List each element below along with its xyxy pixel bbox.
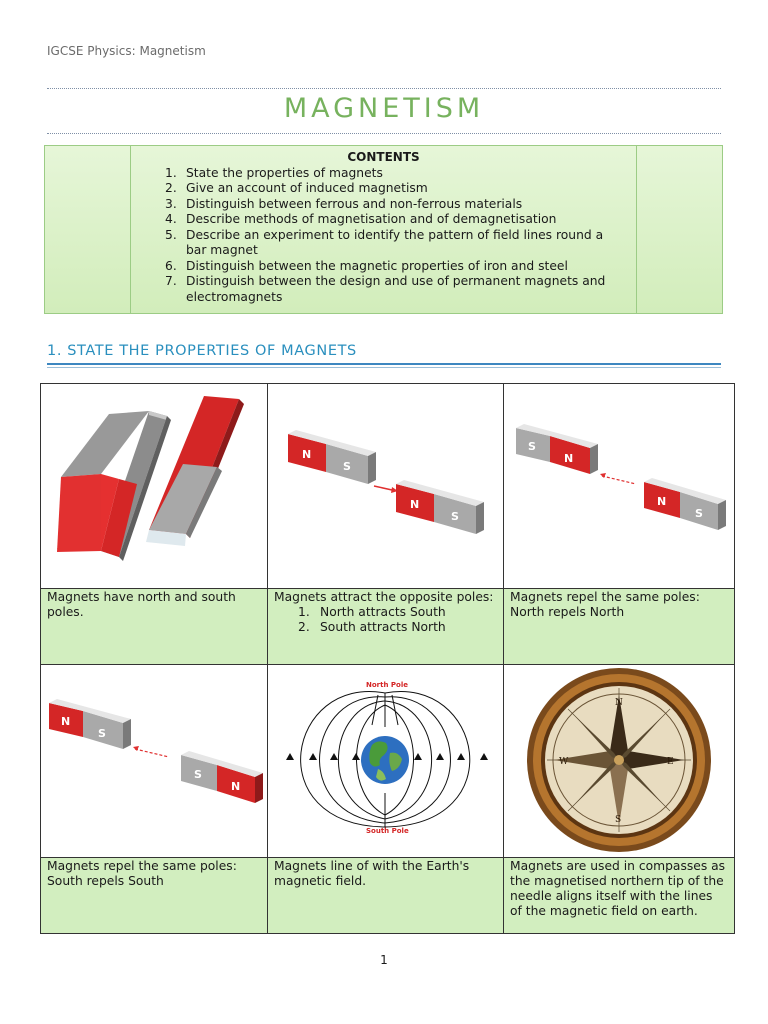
magnets-repel-south-image <box>41 665 267 857</box>
list-item: 1. North attracts South <box>298 605 446 619</box>
two-bar-magnets-image <box>41 384 267 588</box>
contents-item: 3. Distinguish between ferrous and non-ferrous materials <box>165 196 523 211</box>
magnet-d <box>644 478 726 530</box>
pole-label-s: S <box>695 507 703 520</box>
image-cell-attract <box>268 384 504 589</box>
section-rule-thin <box>47 367 721 368</box>
contents-item: 1. State the properties of magnets <box>165 165 383 180</box>
magnet-c <box>516 424 598 474</box>
pole-label-s: S <box>343 460 351 473</box>
contents-item: 4. Describe methods of magnetisation and of demagnetisation <box>165 212 557 226</box>
compass-n: N <box>615 698 623 708</box>
text-cell-earth-field: Magnets line of with the Earth's magnetic field. <box>268 858 504 934</box>
pole-label-s: S <box>98 727 106 740</box>
compass-e: E <box>667 757 674 767</box>
contents-item: 5. Describe an experiment to identify the pattern of field lines round a bar magnet <box>165 227 604 257</box>
text-cell-attract: Magnets attract the opposite poles: 1. North attracts South 2. South attracts North <box>268 589 504 665</box>
section-heading: 1. STATE THE PROPERTIES OF MAGNETS <box>47 343 357 359</box>
pole-label-s: S <box>451 510 459 523</box>
section-rule <box>47 363 721 365</box>
pole-label-s: S <box>194 768 202 781</box>
contents-item: 2. Give an account of induced magnetism <box>165 181 428 195</box>
page-title: MAGNETISM <box>283 93 485 124</box>
compass-image <box>504 665 734 857</box>
pole-label-n: N <box>564 452 574 465</box>
contents-right-margin <box>636 146 722 313</box>
magnet-b <box>396 480 484 534</box>
pole-label-n: N <box>657 495 667 508</box>
contents-item: 7. Distinguish between the design and use of permanent magnets and electromagnets <box>165 274 606 304</box>
divider-top <box>47 88 721 89</box>
contents-item: 6. Distinguish between the magnetic properties of iron and steel <box>165 258 568 273</box>
contents-list <box>140 166 627 306</box>
image-cell-repel-south <box>41 665 268 858</box>
magnet-a <box>288 430 376 484</box>
magnet-f <box>181 751 263 803</box>
contents-box <box>44 145 723 314</box>
pole-label-n: N <box>231 780 241 793</box>
contents-left-margin <box>45 146 131 313</box>
compass-s: S <box>615 815 622 825</box>
pole-label-n: N <box>61 715 71 728</box>
page-number: 1 <box>380 953 388 967</box>
compass-w: W <box>559 757 569 767</box>
repel-arrows <box>133 746 169 757</box>
image-cell-compass <box>504 665 735 858</box>
south-pole-label: South Pole <box>366 827 409 835</box>
attract-arrows <box>374 486 398 493</box>
text-cell-repel-north: Magnets repel the same poles: North repels North <box>504 589 735 665</box>
repel-arrows <box>600 473 636 484</box>
magnets-attract-image <box>268 384 503 588</box>
earth-magnetic-field-image <box>268 665 503 857</box>
divider-bottom <box>47 133 721 134</box>
pole-label-s: S <box>528 440 536 453</box>
text-cell-compass: Magnets are used in compasses as the magnetised northern tip of the needle aligns itself with the lines of the magnetic field on earth. <box>504 858 735 934</box>
properties-table <box>40 383 735 934</box>
attract-list <box>274 605 497 635</box>
magnet-e <box>49 699 131 749</box>
pole-label-n: N <box>410 498 420 511</box>
north-pole-label: North Pole <box>366 681 408 689</box>
magnets-repel-north-image <box>504 384 734 588</box>
pole-label-n: N <box>302 448 312 461</box>
list-item: 2. South attracts North <box>298 620 446 634</box>
image-cell-earth-field <box>268 665 504 858</box>
text-cell-poles: Magnets have north and south poles. <box>41 589 268 665</box>
running-header: IGCSE Physics: Magnetism <box>47 44 206 58</box>
image-cell-bar-magnets <box>41 384 268 589</box>
contents-heading: CONTENTS <box>347 150 420 164</box>
text-cell-repel-south: Magnets repel the same poles: South repels South <box>41 858 268 934</box>
image-cell-repel-north <box>504 384 735 589</box>
